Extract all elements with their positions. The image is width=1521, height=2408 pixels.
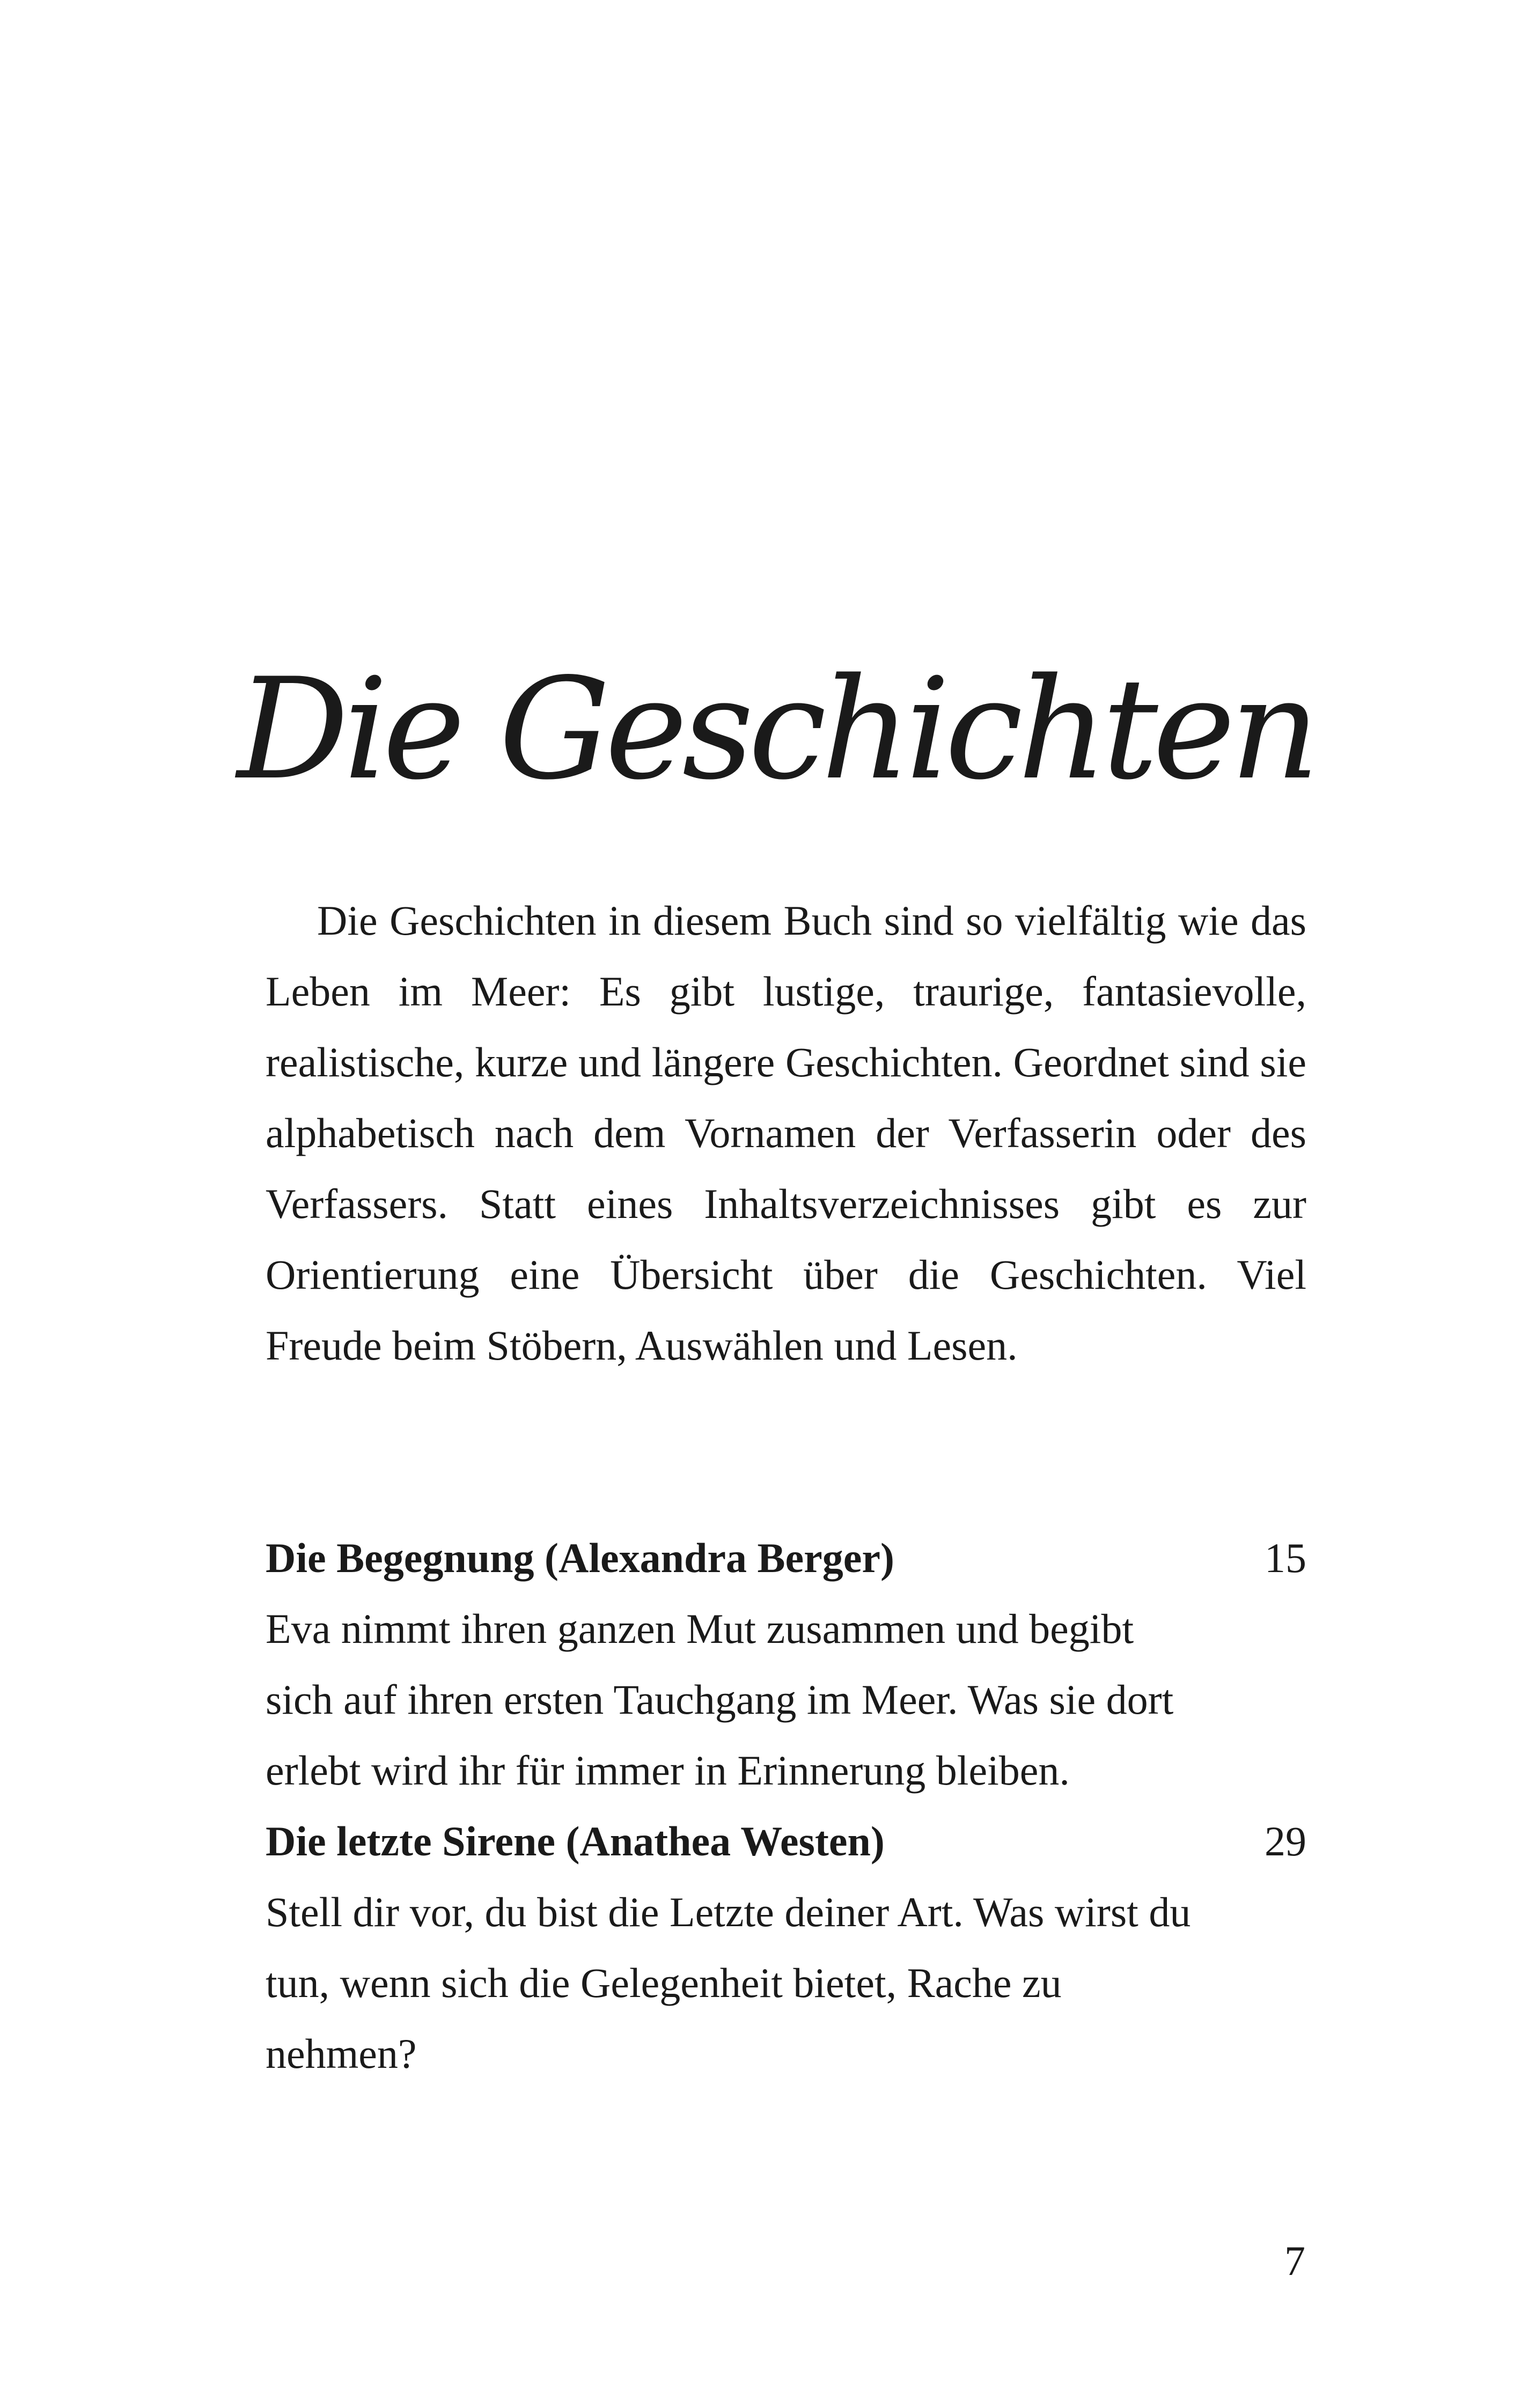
- story-entry-header: [266, 1523, 1306, 1594]
- story-title: Die Begegnung (Alexandra Berger): [266, 1535, 894, 1581]
- story-entry: [266, 1523, 1306, 1806]
- story-description: Eva nimmt ihren ganzen Mut zusammen und begibt sich auf ihren ersten Tauchgang im Meer. Was sie dort erlebt wird ihr für immer in Erinnerung bleiben.: [266, 1605, 1174, 1794]
- story-description: Stell dir vor, du bist die Letzte deiner Art. Was wirst du tun, wenn sich die Gelegenheit bietet, Rache zu nehmen?: [266, 1889, 1191, 2077]
- page-number: 7: [1284, 2237, 1305, 2284]
- story-entry: [266, 1806, 1306, 2089]
- story-list: [266, 1523, 1306, 2089]
- story-page-number: 15: [1265, 1535, 1306, 1581]
- intro-paragraph: Die Geschichten in diesem Buch sind so vielfältig wie das Leben im Meer: Es gibt lustige, traurige, fantasievolle, realistische, kurze und längere Geschichten. Geordnet sind sie alphabetisch nach dem Vornamen der Verfasserin oder des Verfassers. Statt eines Inhaltsverzeichnisses gibt es zur Orientierung eine Übersicht über die Geschichten. Viel Freude beim Stöbern, Auswählen und Lesen.: [266, 897, 1306, 1369]
- story-page-number: 29: [1265, 1818, 1306, 1864]
- story-entry-header: [266, 1806, 1306, 1877]
- page-title: Die Geschichten: [237, 649, 1314, 811]
- story-title: Die letzte Sirene (Anathea Westen): [266, 1818, 885, 1864]
